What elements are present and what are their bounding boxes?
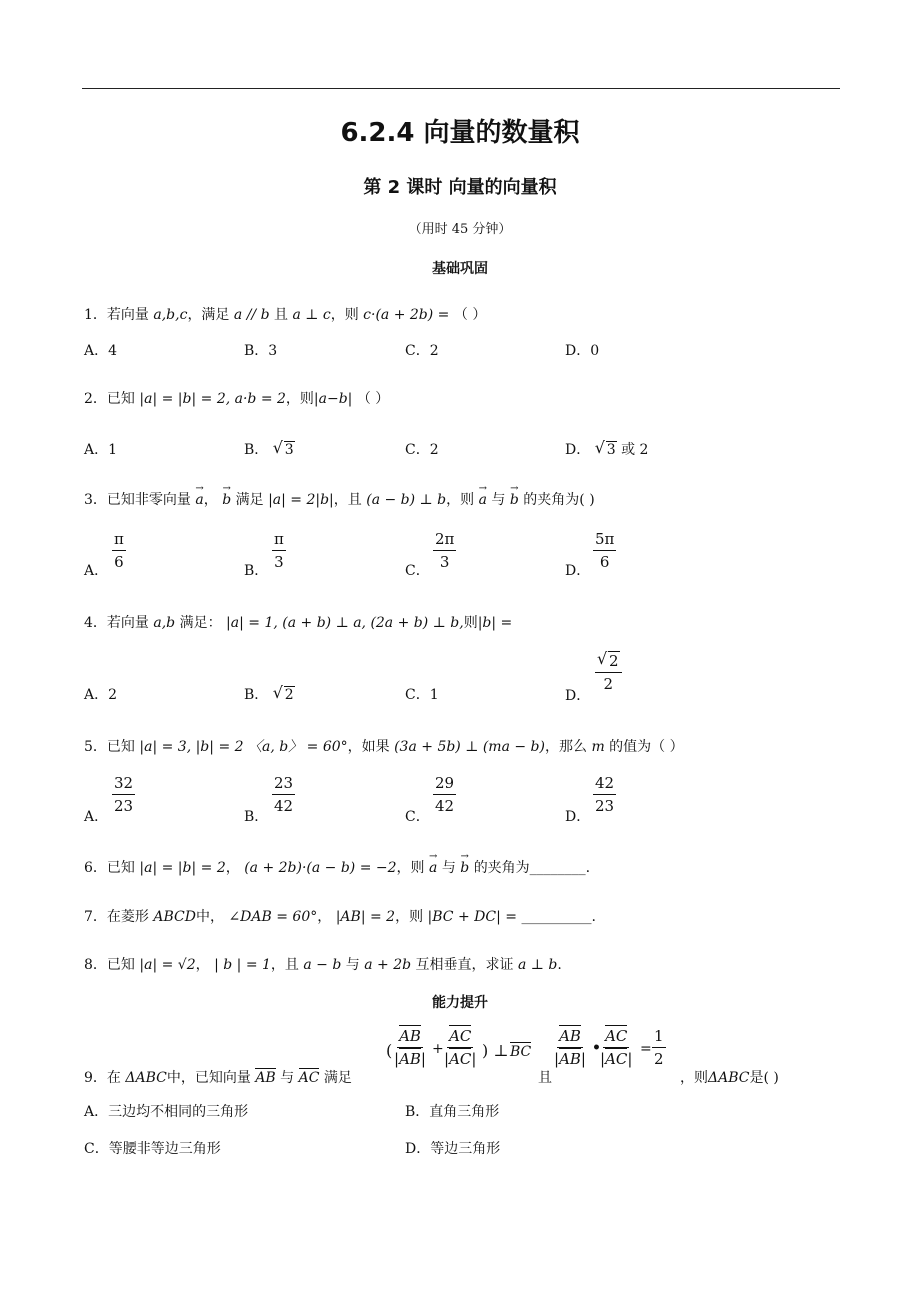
q8-end: . bbox=[557, 957, 562, 973]
q7-expr: |AB| = 2 bbox=[335, 909, 396, 925]
q7-shape: ABCD bbox=[153, 909, 196, 925]
q3-option-a-num: π bbox=[112, 530, 126, 551]
q7-blank: __________. bbox=[521, 909, 596, 925]
q9-expr1-ac-den: AC bbox=[449, 1050, 472, 1068]
q2-option-b-label: B． bbox=[244, 442, 269, 458]
q5-option-b-frac bbox=[272, 774, 295, 815]
q9-expr2-ac-num: AC bbox=[605, 1027, 628, 1045]
q7-lead: 在菱形 bbox=[106, 909, 149, 925]
q5-option-b-den: 42 bbox=[274, 797, 294, 815]
q5-expr3: (3a + 5b) ⊥ (ma − b) bbox=[394, 739, 545, 755]
q5-option-c-label: C． bbox=[405, 809, 430, 825]
header-rule bbox=[82, 88, 840, 89]
q9-expr2-ac-den: AC bbox=[605, 1050, 628, 1068]
q8-lead: 已知 bbox=[106, 957, 135, 973]
q1-expr: c·(a + 2b) = bbox=[363, 307, 450, 323]
q6-lead: 已知 bbox=[106, 860, 135, 876]
q2-option-d-sqrt bbox=[595, 440, 617, 460]
q5-cond2: ，那么 bbox=[544, 739, 587, 755]
q2-option-d-radicand: 3 bbox=[606, 442, 616, 458]
question-1 bbox=[84, 305, 874, 345]
q5-m: m bbox=[591, 739, 605, 755]
q9-yu: 与 bbox=[280, 1070, 295, 1086]
q3-option-b-num: π bbox=[272, 530, 286, 551]
q6-cond: ，则 bbox=[396, 860, 425, 876]
q9-qie: 且 bbox=[538, 1070, 552, 1086]
q9-half-den: 2 bbox=[654, 1050, 664, 1068]
q1-blank: （ ） bbox=[453, 307, 487, 323]
q3-expr2: (a − b) ⊥ b bbox=[366, 492, 447, 508]
q8-number: 8． bbox=[84, 957, 107, 973]
q3-option-b-den: 3 bbox=[274, 553, 284, 571]
question-4 bbox=[84, 613, 874, 653]
q3-option-c-frac bbox=[433, 530, 456, 571]
q3-blank: ( ) bbox=[579, 492, 595, 508]
q3-yu: 与 bbox=[491, 492, 506, 508]
q3-vec-b: → b bbox=[222, 490, 231, 510]
question-2 bbox=[84, 389, 874, 429]
q3-expr1: |a| = 2|b| bbox=[268, 492, 334, 508]
q3-cond: 满足 bbox=[235, 492, 264, 508]
q3-vec-a2: → a bbox=[479, 490, 487, 510]
q2-number: 2． bbox=[84, 391, 107, 407]
q3-option-c-label: C． bbox=[405, 563, 430, 579]
section-basic: 基础巩固 bbox=[432, 261, 488, 277]
q2-option-d-label: D． bbox=[565, 442, 591, 458]
q9-mid: 中，已知向量 bbox=[166, 1070, 251, 1086]
q4-lead: 若向量 bbox=[106, 615, 149, 631]
q4-option-b-label: B． bbox=[244, 687, 269, 703]
q4-option-d-radicand: 2 bbox=[609, 652, 619, 670]
q5-option-c-frac bbox=[433, 774, 456, 815]
question-3 bbox=[84, 490, 874, 530]
q8-tail: 互相垂直，求证 bbox=[415, 957, 514, 973]
q9-expr1-ab-den: AB bbox=[399, 1050, 421, 1068]
q7-number: 7． bbox=[84, 909, 107, 925]
q9-expr2-ab-num: AB bbox=[559, 1027, 581, 1045]
page-subtitle: 第 2 课时 向量的向量积 bbox=[363, 177, 557, 198]
q5-option-d-label: D． bbox=[565, 809, 591, 825]
q9-expr2-ab-den: AB bbox=[559, 1050, 581, 1068]
q3-tail: 的夹角为 bbox=[523, 492, 580, 508]
q3-number: 3． bbox=[84, 492, 107, 508]
q2-ask: |a−b| bbox=[313, 391, 353, 407]
q4-number: 4． bbox=[84, 615, 107, 631]
q9-ask: 是( ) bbox=[749, 1070, 779, 1086]
q6-tail: 的夹角为________. bbox=[473, 860, 591, 876]
q9-expr1-bc: BC bbox=[510, 1044, 532, 1060]
q5-option-d-den: 23 bbox=[595, 797, 615, 815]
q3-option-d-den: 6 bbox=[599, 553, 610, 571]
q1-option-a: A．4 bbox=[84, 343, 118, 359]
q3-option-b-frac bbox=[272, 530, 286, 571]
q2-option-d-tail: 或 2 bbox=[621, 442, 649, 458]
question-5 bbox=[84, 737, 874, 777]
q2-blank: （ ） bbox=[356, 391, 390, 407]
q8-e3: a − b bbox=[303, 957, 342, 973]
q4-option-d-frac bbox=[595, 652, 622, 693]
q9-tail bbox=[680, 1068, 779, 1088]
q9-expr1-ac-num: AC bbox=[449, 1027, 472, 1045]
q7-zhong: 中， bbox=[195, 909, 224, 925]
q3-option-c-den: 3 bbox=[439, 553, 450, 571]
q5-option-a-frac bbox=[112, 774, 135, 815]
q4-cond: 满足： bbox=[179, 615, 222, 631]
q1-cond3: ，则 bbox=[330, 307, 359, 323]
q6-yu: 与 bbox=[441, 860, 456, 876]
q9-option-a: A．三边均不相同的三角形 bbox=[84, 1104, 249, 1120]
page-title: 6.2.4 向量的数量积 bbox=[340, 118, 580, 148]
q9-option-b: B．直角三角形 bbox=[405, 1104, 500, 1120]
q5-option-c-den: 42 bbox=[435, 797, 455, 815]
q8-expr2: | b | = 1 bbox=[214, 957, 271, 973]
q4-then: 则 bbox=[463, 615, 478, 631]
q5-option-c-num: 29 bbox=[433, 774, 456, 795]
q4-ask: |b| = bbox=[477, 615, 513, 631]
q4-option-b-radicand: 2 bbox=[284, 687, 294, 703]
q6-expr1: |a| = |b| = 2 bbox=[139, 860, 226, 876]
q9-ab: AB bbox=[255, 1070, 276, 1086]
q7-ask: |BC + DC| = bbox=[427, 909, 517, 925]
q4-option-d-num bbox=[595, 652, 622, 673]
q3-option-d-num: 5π bbox=[593, 530, 616, 551]
q1-number: 1． bbox=[84, 307, 107, 323]
q8-e4: a + 2b bbox=[364, 957, 412, 973]
time-note: （用时 45 分钟） bbox=[408, 222, 512, 237]
q7-angle: ∠DAB = 60° bbox=[228, 909, 318, 925]
q1-lead: 若向量 bbox=[106, 307, 149, 323]
q9-number: 9． bbox=[84, 1070, 107, 1086]
q2-option-a: A．1 bbox=[84, 442, 118, 458]
question-6 bbox=[84, 858, 874, 898]
q2-cond: ，则 bbox=[285, 391, 314, 407]
q5-option-a-label: A． bbox=[84, 809, 109, 825]
q8-expr1: |a| = √2 bbox=[139, 957, 196, 973]
q4-option-d-den: 2 bbox=[603, 675, 614, 693]
q8-sep: ， bbox=[195, 957, 210, 973]
q9-option-c: C．等腰非等边三角形 bbox=[84, 1141, 221, 1157]
q3-option-d-label: D． bbox=[565, 563, 591, 579]
q5-cond: ，如果 bbox=[347, 739, 390, 755]
q2-option-c: C．2 bbox=[405, 442, 439, 458]
q7-cond: ，则 bbox=[395, 909, 424, 925]
q3-cond3: ，则 bbox=[446, 492, 475, 508]
q8-yu: 与 bbox=[345, 957, 360, 973]
q3-vec-a: → a bbox=[195, 490, 203, 510]
q2-lead: 已知 bbox=[106, 391, 135, 407]
q3-vec-b2: → b bbox=[510, 490, 519, 510]
q3-option-a-label: A． bbox=[84, 563, 109, 579]
q5-expr2: 〈a, b〉 = 60° bbox=[247, 739, 348, 755]
q2-option-b-radicand: 3 bbox=[284, 442, 294, 458]
q9-expr1: ( $\frac{AB}{|AB|}$ + $\frac{AC}{|AC|}$ ) ⊥ BC bbox=[386, 1027, 532, 1068]
q5-lead: 已知 bbox=[106, 739, 135, 755]
q4-option-b-sqrt bbox=[273, 685, 295, 705]
q4-vars: a,b bbox=[153, 615, 176, 631]
q1-option-d: D．0 bbox=[565, 343, 600, 359]
q8-goal: a ⊥ b bbox=[518, 957, 558, 973]
q5-tail: 的值为（ ） bbox=[609, 739, 684, 755]
q1-cond2: 且 bbox=[274, 307, 288, 323]
q3-option-d-frac bbox=[593, 530, 616, 571]
q3-option-b-label: B． bbox=[244, 563, 269, 579]
q3-option-a-frac bbox=[112, 530, 126, 571]
q5-option-b-label: B． bbox=[244, 809, 269, 825]
q7-sep: ， bbox=[317, 909, 332, 925]
q5-option-a-num: 32 bbox=[112, 774, 135, 795]
q5-number: 5． bbox=[84, 739, 107, 755]
question-8 bbox=[84, 955, 874, 995]
q2-option-b bbox=[244, 440, 295, 460]
q1-cond1: ，满足 bbox=[187, 307, 230, 323]
q2-expr: |a| = |b| = 2, a·b = 2 bbox=[139, 391, 286, 407]
q3-mid: ， bbox=[203, 492, 218, 508]
q5-expr1: |a| = 3, |b| = 2 bbox=[139, 739, 244, 755]
q6-expr2: (a + 2b)·(a − b) = −2 bbox=[244, 860, 397, 876]
q5-option-d-frac bbox=[593, 774, 616, 815]
q4-expr: |a| = 1, (a + b) ⊥ a, (2a + b) ⊥ b, bbox=[226, 615, 464, 631]
q1-vars: a,b,c bbox=[153, 307, 188, 323]
q9-tri: ΔABC bbox=[125, 1070, 167, 1086]
q3-cond2: ，且 bbox=[333, 492, 362, 508]
q3-lead: 已知非零向量 bbox=[106, 492, 191, 508]
q1-option-c: C．2 bbox=[405, 343, 439, 359]
question-7 bbox=[84, 907, 874, 947]
q5-option-b-num: 23 bbox=[272, 774, 295, 795]
q5-option-a-den: 23 bbox=[114, 797, 134, 815]
q3-option-c-num: 2π bbox=[433, 530, 456, 551]
q4-option-b bbox=[244, 685, 295, 705]
q9-then: ，则 bbox=[680, 1070, 708, 1086]
q3-option-a-den: 6 bbox=[114, 553, 124, 571]
q4-option-a: A．2 bbox=[84, 687, 118, 703]
q9-half-num: 1 bbox=[652, 1027, 666, 1048]
q1-option-b: B．3 bbox=[244, 343, 278, 359]
q9-tri2: ΔABC bbox=[708, 1070, 750, 1086]
q6-vec-a: → a bbox=[429, 858, 437, 878]
q8-cond: ，且 bbox=[270, 957, 299, 973]
q5-option-d-num: 42 bbox=[593, 774, 616, 795]
q9-ac: AC bbox=[298, 1070, 320, 1086]
q4-option-c: C．1 bbox=[405, 687, 439, 703]
q9-lead: 在 bbox=[106, 1070, 121, 1086]
q9-expr2: $\frac{AB}{|AB|}$ • $\frac{AC}{|AC|}$ = $\frac{1}{2}$ bbox=[554, 1027, 664, 1068]
q9-cond: 满足 bbox=[323, 1070, 352, 1086]
q6-sep: ， bbox=[225, 860, 240, 876]
q6-number: 6． bbox=[84, 860, 107, 876]
section-advanced: 能力提升 bbox=[432, 995, 488, 1011]
q1-rel1: a // b bbox=[233, 307, 270, 323]
q6-vec-b: → b bbox=[460, 858, 469, 878]
q9-option-d: D．等边三角形 bbox=[405, 1141, 501, 1157]
q2-option-b-sqrt bbox=[273, 440, 295, 460]
q4-option-d-label: D． bbox=[565, 688, 591, 704]
q2-option-d bbox=[565, 440, 648, 460]
q9-expr1-ab-num: AB bbox=[399, 1027, 421, 1045]
q1-rel2: a ⊥ c bbox=[292, 307, 331, 323]
